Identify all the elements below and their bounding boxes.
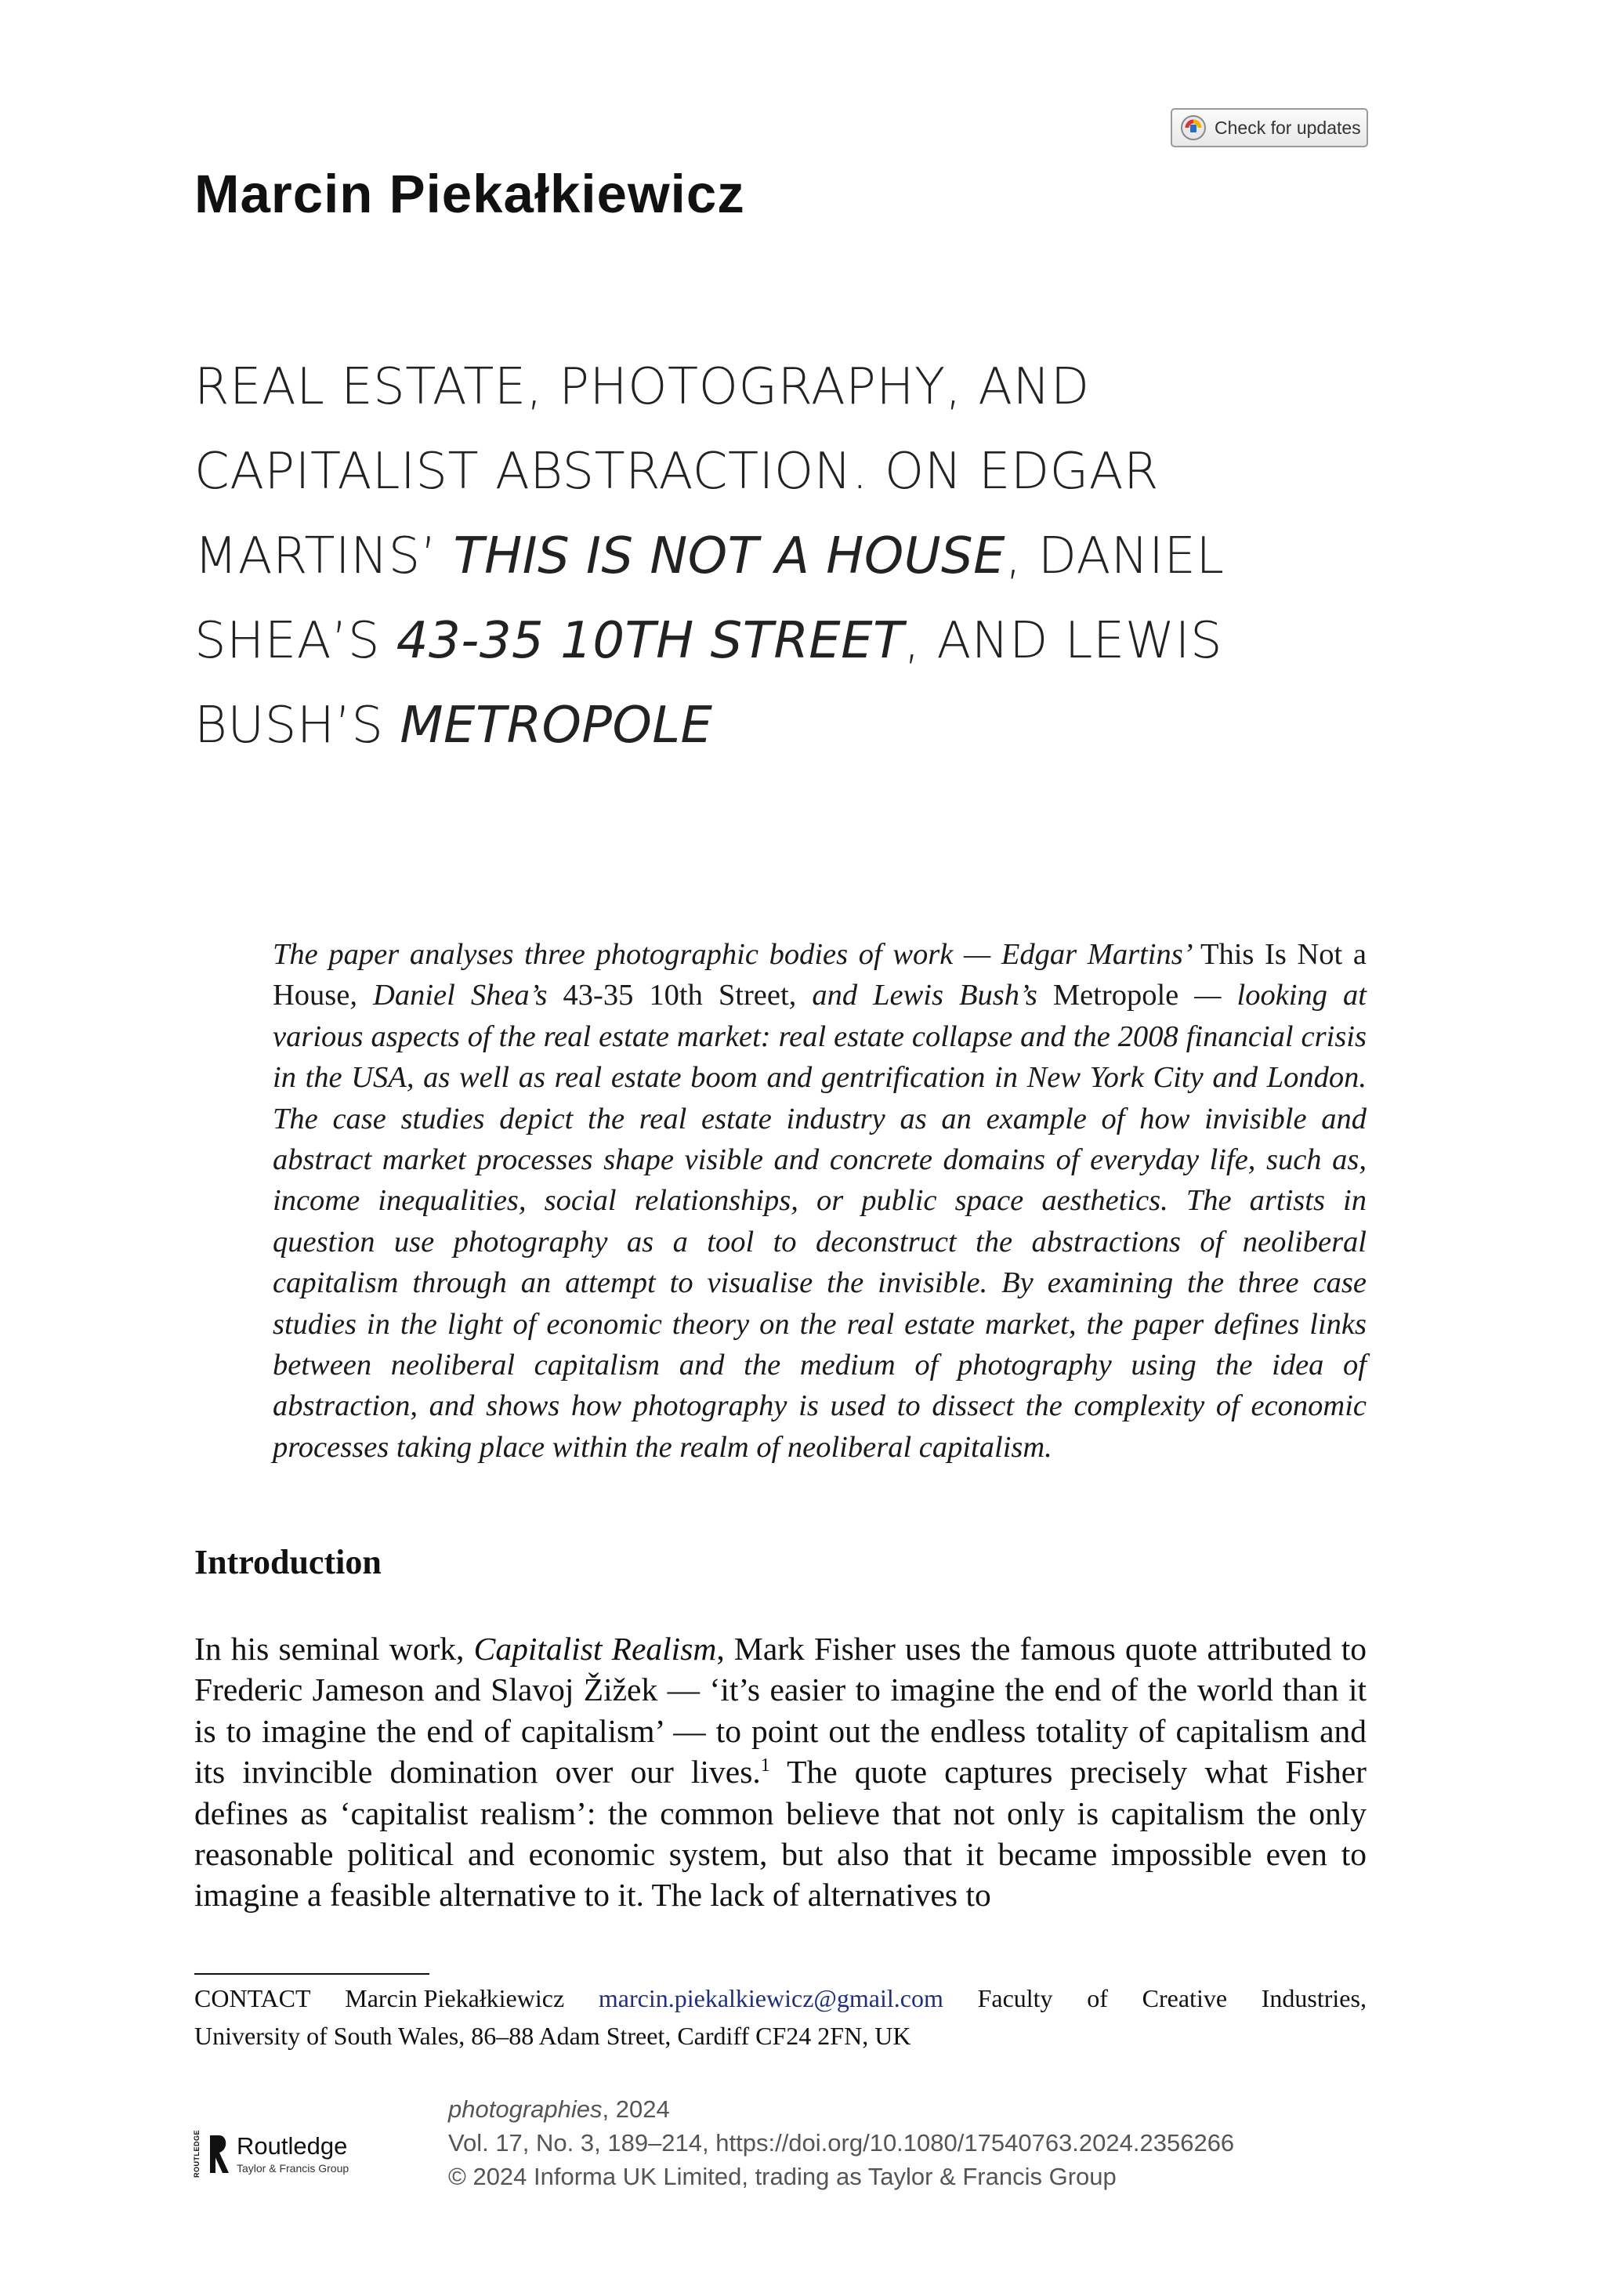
- citation-copyright: © 2024 Informa UK Limited, trading as Taylor & Francis Group: [448, 2163, 1117, 2190]
- contact-footnote: CONTACT Marcin Piekałkiewicz marcin.piekalkiewicz@gmail.com Faculty of Creative Industries, University of South Wales, 86–88 Adam Street, Cardiff CF24 2FN, UK: [194, 1979, 1367, 2055]
- citation-volume[interactable]: Vol. 17, No. 3, 189–214, https://doi.org/10.1080/17540763.2024.2356266: [448, 2129, 1235, 2157]
- check-updates-icon: [1180, 114, 1207, 141]
- article-title: [194, 345, 1417, 768]
- footnote-divider: [194, 1973, 429, 1975]
- check-for-updates-button[interactable]: [1171, 108, 1368, 147]
- title-line: SHEA’S 43-35 10TH STREET, AND LEWIS: [194, 612, 1223, 670]
- abstract: The paper analyses three photographic bodies of work — Edgar Martins’ This Is Not a House, Daniel Shea’s 43-35 10th Street, and Lewis Bush’s Metropole — looking at various aspects of the real estate market: real estate collapse and the 2008 financial crisis in the USA, as well as real estate boom and gentrification in New York City and London. The case studies depict the real estate industry as an example of how invisible and abstract market processes shape visible and concrete domains of everyday life, such as, income inequalities, social relationships, or public space aesthetics. The artists in question use photography as a tool to deconstruct the abstractions of neoliberal capitalism through an attempt to visualise the invisible. By examining the three case studies in the light of economic theory on the real estate market, the paper defines links between neoliberal capitalism and the medium of photography using the idea of abstraction, and shows how photography is used to dissect the complexity of economic processes taking place within the realm of neoliberal capitalism.: [273, 938, 1367, 1464]
- section-heading: Introduction: [194, 1543, 382, 1581]
- publisher-vertical-text: ROUTLEDGE: [193, 2130, 201, 2178]
- citation-block: photographies, 2024 Vol. 17, No. 3, 189–214, https://doi.org/10.1080/17540763.2024.2356266 © 2024 Informa UK Limited, trading as Taylor & Francis Group: [448, 2092, 1234, 2193]
- contact-email-link[interactable]: marcin.piekalkiewicz@gmail.com: [598, 1984, 943, 2012]
- title-line: CAPITALIST ABSTRACTION. ON EDGAR: [194, 443, 1159, 501]
- check-for-updates-label: Check for updates: [1215, 117, 1361, 138]
- intro-paragraph: In his seminal work, Capitalist Realism, Mark Fisher uses the famous quote attributed to Frederic Jameson and Slavoj Žižek — ‘it’s easier to imagine the end of the world than it is to imagine the end of capitalism’ — to point out the endless totality of capitalism and its invincible domination over our lives.$^1$ The quote captures precisely what Fisher defines as ‘capitalist realism’: the common believe that not only is capitalism the only reasonable political and economic system, but also that it became impossible even to imagine a feasible alternative to it. The lack of alternatives to: [194, 1631, 1367, 1914]
- publisher-name: Routledge: [237, 2132, 348, 2160]
- title-line: BUSH’S METROPOLE: [194, 697, 713, 755]
- author-name: Marcin Piekałkiewicz: [194, 164, 745, 224]
- publisher-group: Taylor & Francis Group: [237, 2162, 349, 2175]
- contact-label: CONTACT: [194, 1984, 311, 2012]
- contact-address: University of South Wales, 86–88 Adam Street, Cardiff CF24 2FN, UK: [194, 2022, 911, 2050]
- title-line: REAL ESTATE, PHOTOGRAPHY, AND: [194, 358, 1090, 416]
- publisher-logo: [193, 2130, 349, 2178]
- contact-name: Marcin Piekałkiewicz: [345, 1984, 565, 2012]
- journal-name: photographies: [448, 2095, 603, 2123]
- title-line: MARTINS’ THIS IS NOT A HOUSE, DANIEL: [194, 527, 1225, 585]
- routledge-logo-icon: [207, 2134, 230, 2175]
- footnote-ref[interactable]: 1: [760, 1755, 770, 1776]
